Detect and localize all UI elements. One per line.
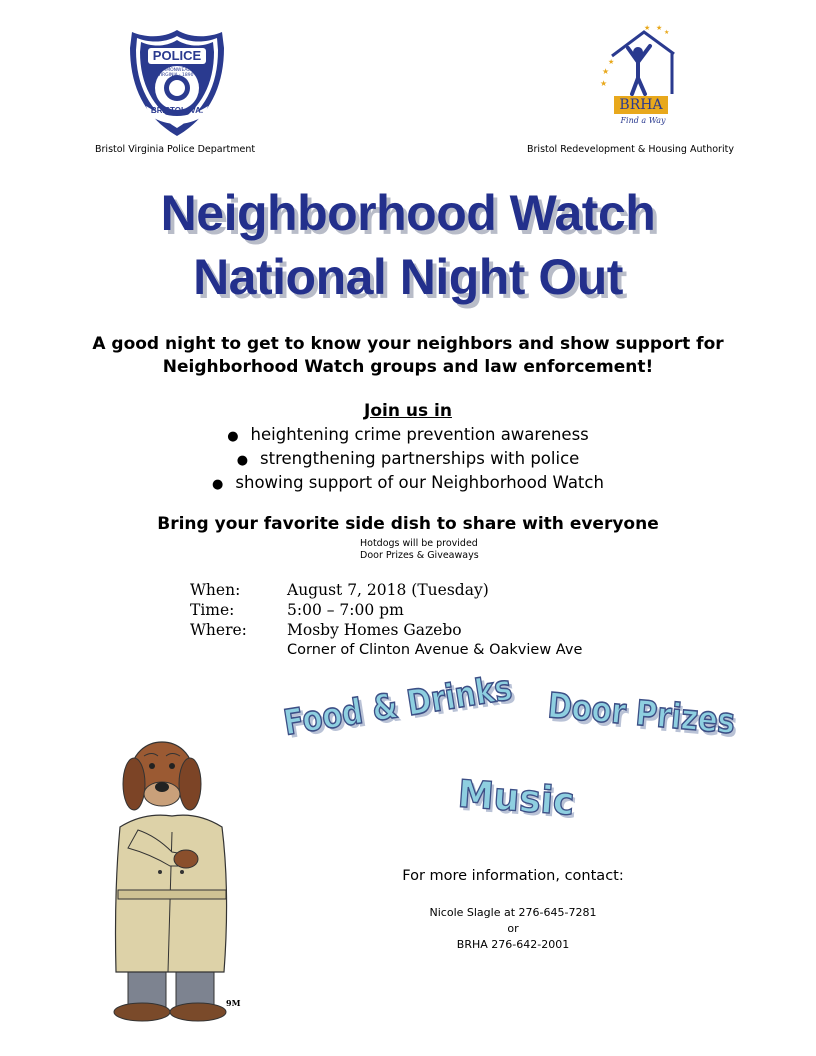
police-caption: Bristol Virginia Police Department: [95, 144, 256, 155]
time-label: Time:: [190, 601, 235, 619]
join-list: [0, 424, 816, 496]
brha-caption: Bristol Redevelopment & Housing Authority: [527, 144, 734, 155]
list-item: ● showing support of our Neighborhood Watch: [0, 472, 816, 496]
svg-text:★: ★: [664, 29, 670, 36]
list-item: ● strengthening partnerships with police: [0, 448, 816, 472]
door-prizes-wordart: Door Prizes: [546, 684, 737, 742]
contact-or: or: [507, 922, 519, 935]
badge-bottom-text: BRISTOL, VA.: [150, 106, 204, 115]
title-line-2: National Night Out: [193, 249, 623, 305]
svg-text:★: ★: [602, 67, 610, 76]
where-label: Where:: [190, 621, 247, 639]
illustration-signature: 9M: [226, 998, 241, 1008]
contact-line-1: Nicole Slagle at 276-645-7281: [429, 906, 597, 919]
when-label: When:: [190, 581, 241, 599]
bullet-icon: ●: [212, 477, 224, 492]
door-prizes-note: Door Prizes & Giveaways: [360, 550, 479, 561]
list-item: ● heightening crime prevention awareness: [0, 424, 816, 448]
badge-top-text: POLICE: [152, 48, 202, 63]
title-line-1: Neighborhood Watch: [160, 185, 656, 241]
hotdogs-note: Hotdogs will be provided: [360, 538, 478, 549]
join-heading: Join us in: [364, 401, 452, 421]
svg-text:★: ★: [656, 24, 663, 32]
bring-heading: Bring your favorite side dish to share with everyone: [157, 514, 659, 534]
svg-text:★: ★: [608, 58, 615, 66]
event-details: [190, 580, 582, 660]
contact-line-2: BRHA 276-642-2001: [456, 938, 570, 951]
music-wordart: Music: [456, 773, 576, 825]
tagline-line-2: Neighborhood Watch groups and law enforcement!: [162, 357, 654, 377]
svg-text:★: ★: [644, 24, 651, 32]
brha-logo-name: BRHA: [614, 96, 668, 114]
bullet-icon: ●: [236, 453, 249, 468]
tagline-line-1: A good night to get to know your neighbors and show support for: [92, 334, 724, 354]
badge-ring-text: COMMONWEALTH · VIRGINIA · 1890 ·: [155, 68, 199, 78]
bullet-icon: ●: [227, 429, 239, 444]
police-badge-icon: [128, 28, 226, 138]
food-drinks-wordart: Food & Drinks: [280, 666, 515, 744]
brha-house-logo: [598, 22, 682, 134]
svg-text:★: ★: [600, 79, 608, 88]
where-value: Mosby Homes Gazebo: [287, 621, 462, 639]
when-value: August 7, 2018 (Tuesday): [287, 581, 489, 599]
time-value: 5:00 – 7:00 pm: [287, 601, 404, 619]
where-value-2: Corner of Clinton Avenue & Oakview Ave: [287, 642, 583, 658]
brha-logo-tagline: Find a Way: [620, 116, 666, 125]
dog-detective-illustration: [98, 732, 258, 1022]
contact-heading: For more information, contact:: [402, 868, 624, 884]
